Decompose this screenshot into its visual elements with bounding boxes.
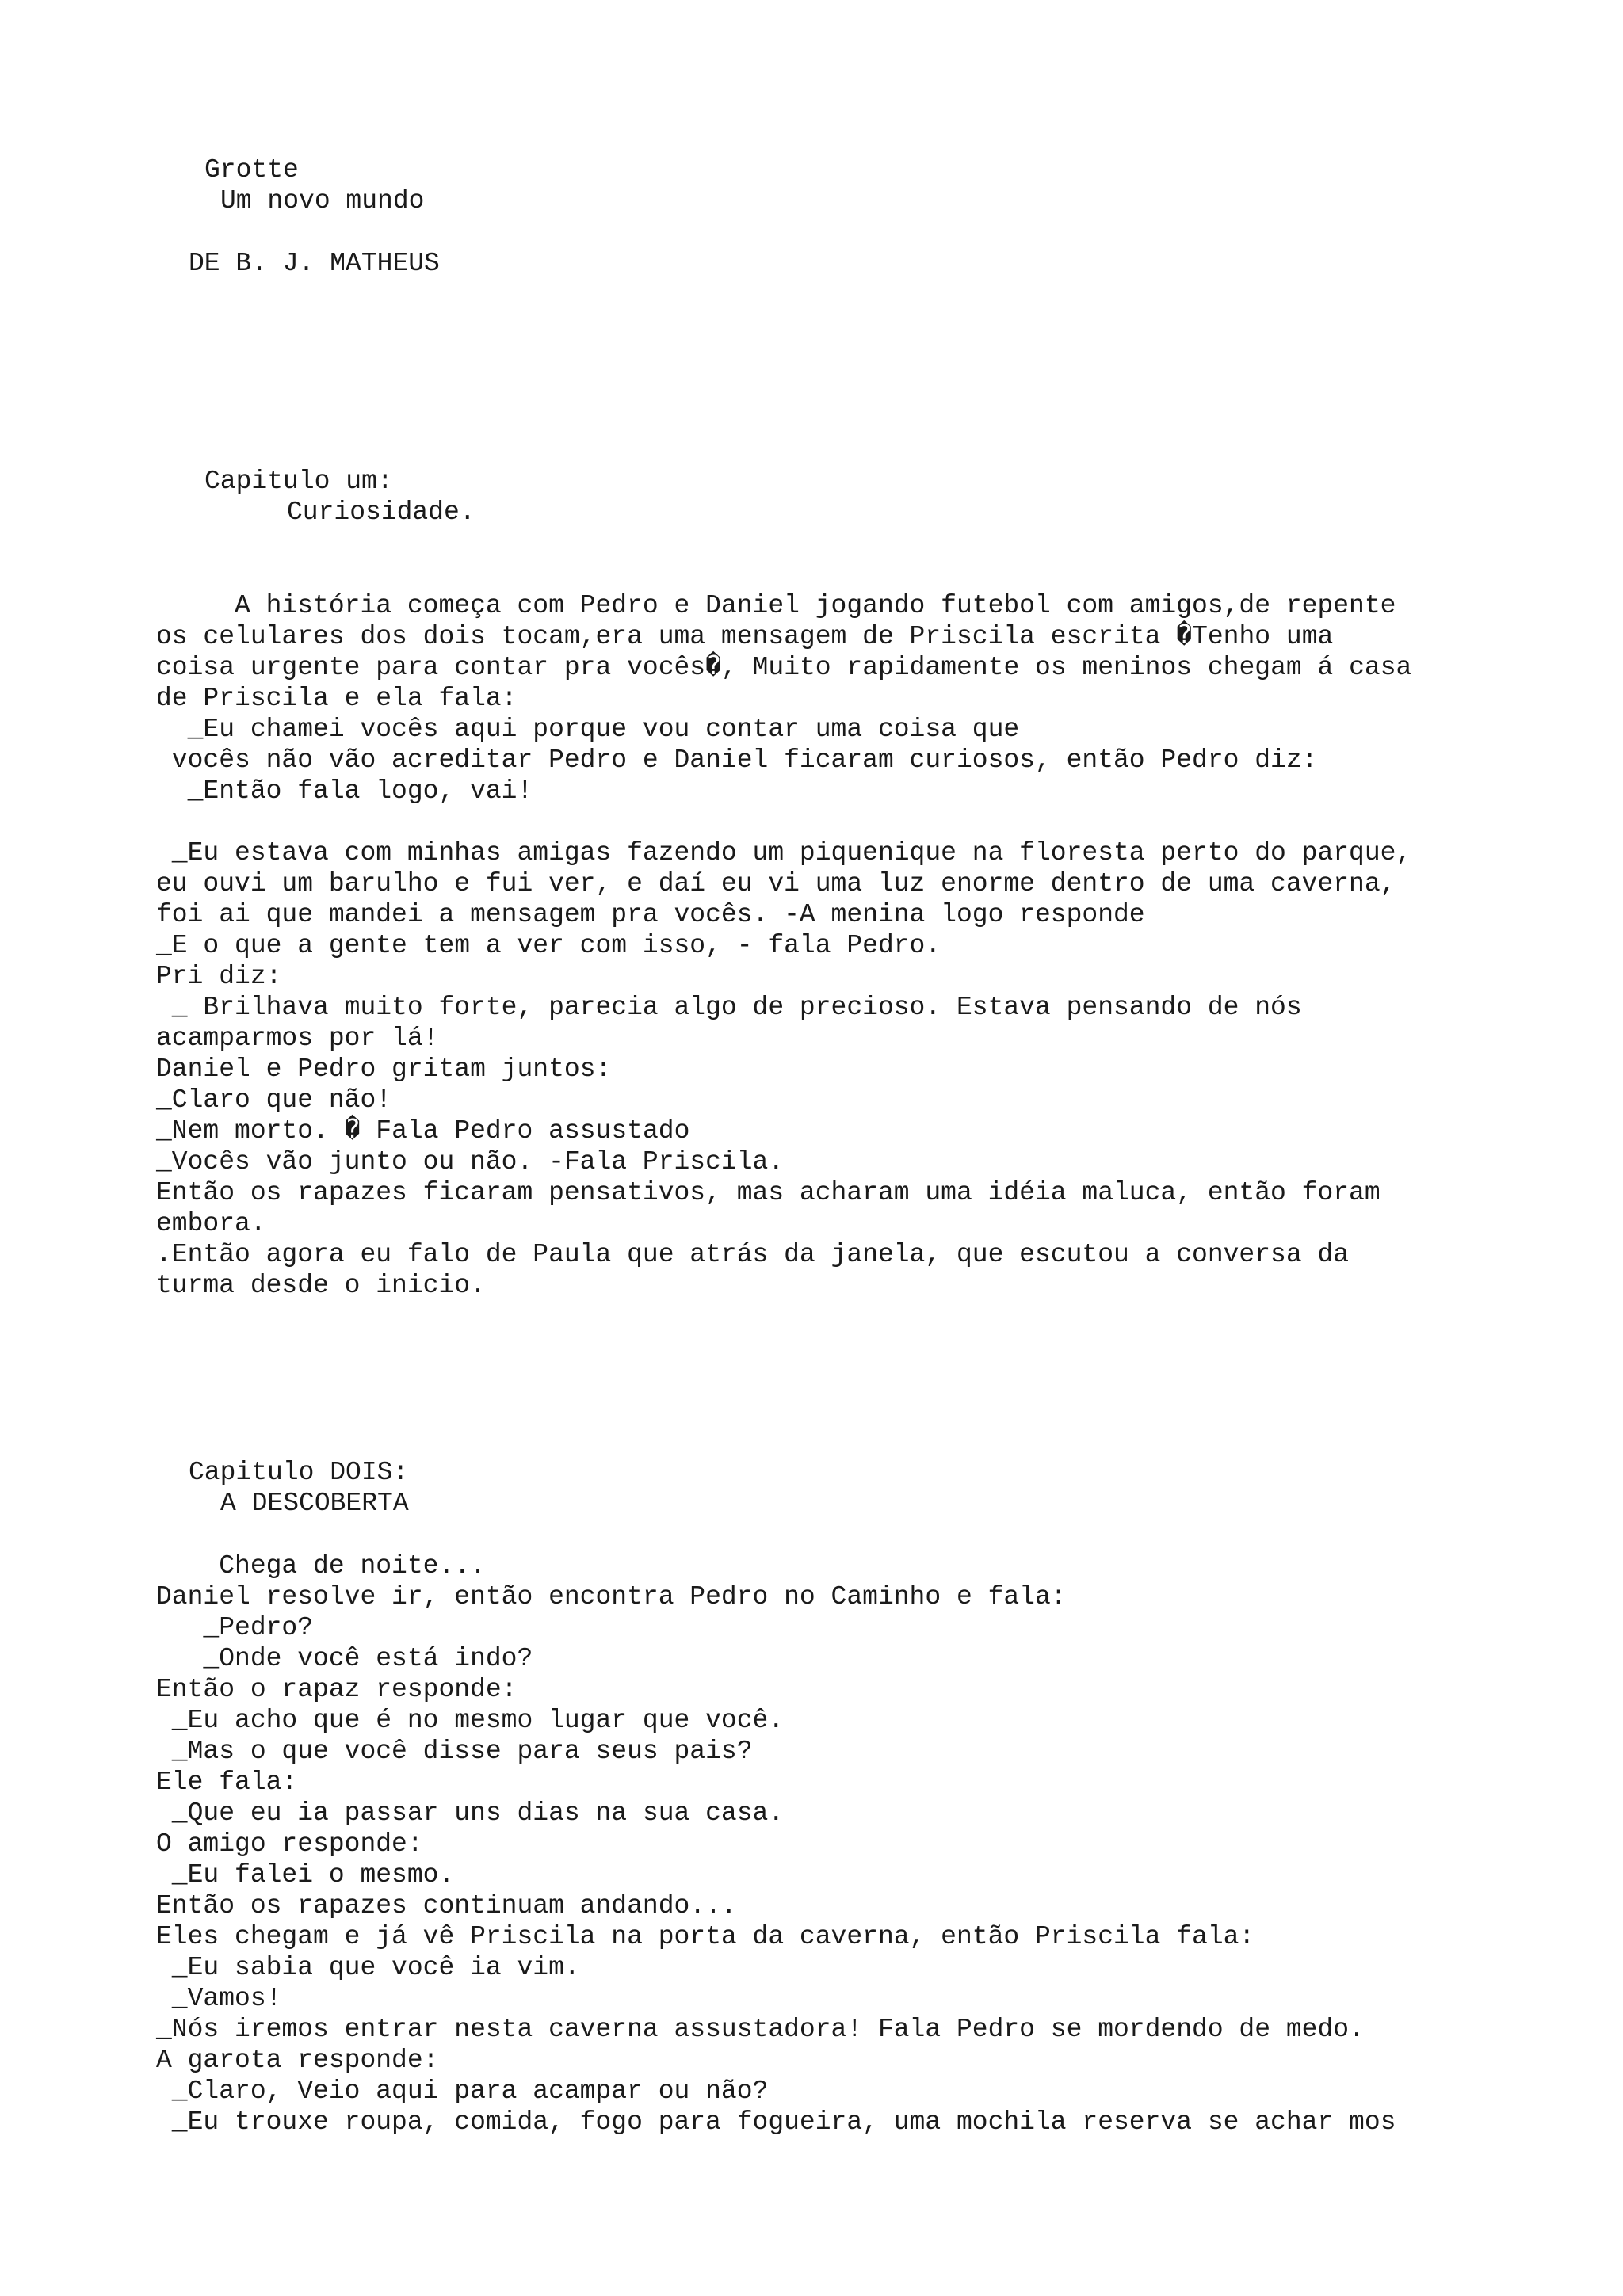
chapter2-line: _Eu sabia que você ia vim. xyxy=(156,1953,580,1982)
chapter1-line: acamparmos por lá! xyxy=(156,1024,439,1053)
chapter1-line: _Nem morto. � Fala Pedro assustado xyxy=(156,1116,690,1146)
chapter1-line: de Priscila e ela fala: xyxy=(156,684,517,713)
chapter1-line: turma desde o inicio. xyxy=(156,1271,486,1300)
chapter1-line: _Então fala logo, vai! xyxy=(156,776,533,806)
document-subtitle: Um novo mundo xyxy=(220,186,425,215)
chapter2-line: _Eu falei o mesmo. xyxy=(156,1860,455,1890)
chapter1-subheading: Curiosidade. xyxy=(287,498,475,527)
chapter2-line: Então o rapaz responde: xyxy=(156,1675,517,1704)
chapter1-line: A história começa com Pedro e Daniel jogando futebol com amigos,de repente xyxy=(156,591,1396,620)
chapter1-line: _ Brilhava muito forte, parecia algo de precioso. Estava pensando de nós xyxy=(156,993,1302,1022)
chapter2-line: _Onde você está indo? xyxy=(156,1644,533,1673)
chapter1-line: coisa urgente para contar pra vocês�, Muito rapidamente os meninos chegam á casa xyxy=(156,653,1412,682)
chapter2-line: A garota responde: xyxy=(156,2046,439,2075)
chapter1-line: _Eu chamei vocês aqui porque vou contar uma coisa que xyxy=(156,715,1020,744)
chapter2-line: Ele fala: xyxy=(156,1768,298,1797)
chapter1-line: .Então agora eu falo de Paula que atrás da janela, que escutou a conversa da xyxy=(156,1240,1350,1269)
chapter2-line: Chega de noite... xyxy=(156,1551,486,1581)
chapter2-line: _Eu trouxe roupa, comida, fogo para fogueira, uma mochila reserva se achar mos xyxy=(156,2107,1396,2137)
chapter1-line: os celulares dos dois tocam,era uma mensagem de Priscila escrita �Tenho uma xyxy=(156,622,1334,651)
chapter2-line: _Pedro? xyxy=(156,1613,314,1642)
chapter1-line: vocês não vão acreditar Pedro e Daniel ficaram curiosos, então Pedro diz: xyxy=(156,746,1318,775)
chapter1-line: Então os rapazes ficaram pensativos, mas acharam uma idéia maluca, então foram xyxy=(156,1178,1381,1207)
chapter1-line: eu ouvi um barulho e fui ver, e daí eu vi uma luz enorme dentro de uma caverna, xyxy=(156,869,1396,898)
chapter1-line: _Eu estava com minhas amigas fazendo um piquenique na floresta perto do parque, xyxy=(156,838,1412,868)
chapter1-line: _Vocês vão junto ou não. -Fala Priscila. xyxy=(156,1147,785,1177)
chapter2-line: Então os rapazes continuam andando... xyxy=(156,1891,737,1920)
chapter2-line: Daniel resolve ir, então encontra Pedro no Caminho e fala: xyxy=(156,1582,1067,1611)
chapter2-line: _Claro, Veio aqui para acampar ou não? xyxy=(156,2077,769,2106)
chapter1-line: foi ai que mandei a mensagem pra vocês. -A menina logo responde xyxy=(156,900,1145,929)
document-title: Grotte xyxy=(204,155,299,185)
chapter1-line: _Claro que não! xyxy=(156,1085,392,1115)
chapter1-line: Daniel e Pedro gritam juntos: xyxy=(156,1055,612,1084)
chapter2-subheading: A DESCOBERTA xyxy=(220,1489,409,1518)
chapter2-line: Eles chegam e já vê Priscila na porta da caverna, então Priscila fala: xyxy=(156,1922,1255,1951)
chapter2-line: _Vamos! xyxy=(156,1984,282,2013)
chapter2-line: _Mas o que você disse para seus pais? xyxy=(156,1737,753,1766)
document-author: DE B. J. MATHEUS xyxy=(189,249,440,278)
chapter2-line: _Eu acho que é no mesmo lugar que você. xyxy=(156,1706,785,1735)
chapter2-line: _Nós iremos entrar nesta caverna assustadora! Fala Pedro se mordendo de medo. xyxy=(156,2015,1365,2044)
chapter1-heading: Capitulo um: xyxy=(204,467,393,496)
chapter2-line: O amigo responde: xyxy=(156,1829,423,1859)
chapter2-heading: Capitulo DOIS: xyxy=(189,1458,409,1487)
chapter1-line: _E o que a gente tem a ver com isso, - fala Pedro. xyxy=(156,931,941,960)
chapter2-line: _Que eu ia passar uns dias na sua casa. xyxy=(156,1798,785,1828)
chapter1-line: embora. xyxy=(156,1209,266,1238)
chapter1-line: Pri diz: xyxy=(156,962,282,991)
